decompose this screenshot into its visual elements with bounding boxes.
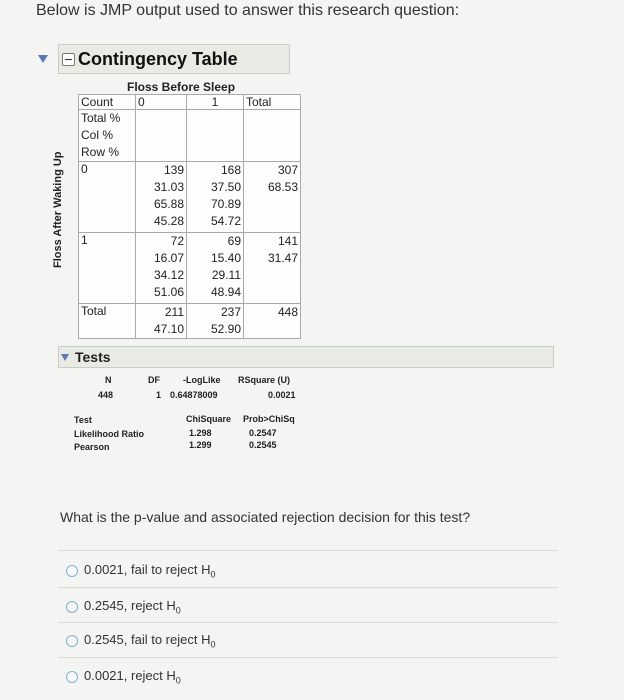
divider [58,550,558,551]
radio-button[interactable] [66,565,78,577]
radio-button[interactable] [66,635,78,647]
cell-r0-c0: 139 31.03 65.88 45.28 [136,162,187,233]
test-row-chisq: 1.298 [189,428,212,438]
divider [58,587,558,588]
contingency-table [78,94,301,339]
test-row-chisq: 1.299 [189,440,212,450]
option-label: 0.0021, reject $H_0$ [84,668,181,686]
row-label: 0 [79,162,136,233]
tests-header[interactable] [58,346,554,368]
collapse-icon[interactable] [62,53,75,66]
empty-cell [187,110,244,162]
header-col-0: 0 [136,95,187,110]
total-c1: 237 52.90 [187,304,244,339]
totals-row [79,304,301,339]
totals-label: Total [79,304,136,339]
test-row-name: Likelihood Ratio [74,429,145,439]
tests-title: Tests [75,349,111,365]
contingency-header[interactable] [38,44,290,74]
answer-option-1[interactable] [66,562,215,580]
divider [58,622,558,623]
radio-button[interactable] [66,601,78,613]
header-total: Total [244,95,301,110]
legend-total-pct: Total % [81,111,121,125]
empty-cell [244,110,301,162]
loglike-value: 0.64878009 [170,390,218,400]
contingency-title: Contingency Table [78,48,238,69]
cell-r1-c1: 69 15.40 29.11 48.94 [187,233,244,304]
test-label: Test [74,415,92,425]
legend-row-pct: Row % [81,145,120,159]
test-row-prob: 0.2545 [249,440,277,450]
question-text: What is the p-value and associated rejection decision for this test? [60,509,471,525]
cell-r0-c1: 168 37.50 70.89 54.72 [187,162,244,233]
cell-r1-total: 141 31.47 [244,233,301,304]
option-label: 0.2545, reject $H_0$ [84,598,181,616]
disclosure-triangle-icon[interactable] [38,55,48,63]
n-label: N [105,375,112,385]
table-row [79,233,301,304]
rsquare-label: RSquare (U) [238,375,291,385]
loglike-label: -LogLike [183,375,221,385]
contingency-title-box [58,44,290,74]
column-variable-label: Floss Before Sleep [127,80,236,94]
df-label: DF [148,375,160,385]
row-variable-label: Floss After Waking Up [52,151,64,268]
radio-button[interactable] [66,671,78,683]
answer-option-3[interactable] [66,632,215,650]
option-label: 0.2545, fail to reject $H_0$ [84,632,216,650]
legend-row [79,110,301,162]
test-row-name: Pearson [74,442,110,452]
header-col-1: 1 [187,95,244,110]
legend-col-pct: Col % [81,128,114,142]
divider [58,657,558,658]
total-c0: 211 47.10 [136,304,187,339]
table-row [79,162,301,233]
option-label: 0.0021, fail to reject $H_0$ [84,562,216,580]
header-count: Count [79,95,136,110]
df-value: 1 [156,390,162,400]
empty-cell [136,110,187,162]
n-value: 448 [98,390,114,400]
rsquare-value: 0.0021 [268,390,296,400]
row-label: 1 [79,233,136,304]
answer-option-4[interactable] [66,668,181,686]
cell-r0-total: 307 68.53 [244,162,301,233]
answer-option-2[interactable] [66,598,181,616]
cell-r1-c0: 72 16.07 34.12 51.06 [136,233,187,304]
intro-text: Below is JMP output used to answer this research question: [36,2,460,19]
table-header-row [79,95,301,110]
grand-total: 448 [244,304,301,339]
prob-label: Prob>ChiSq [243,414,295,424]
test-row-prob: 0.2547 [249,428,277,438]
chisquare-label: ChiSquare [186,414,232,424]
disclosure-triangle-icon[interactable] [61,354,69,361]
legend-cell [79,110,136,162]
